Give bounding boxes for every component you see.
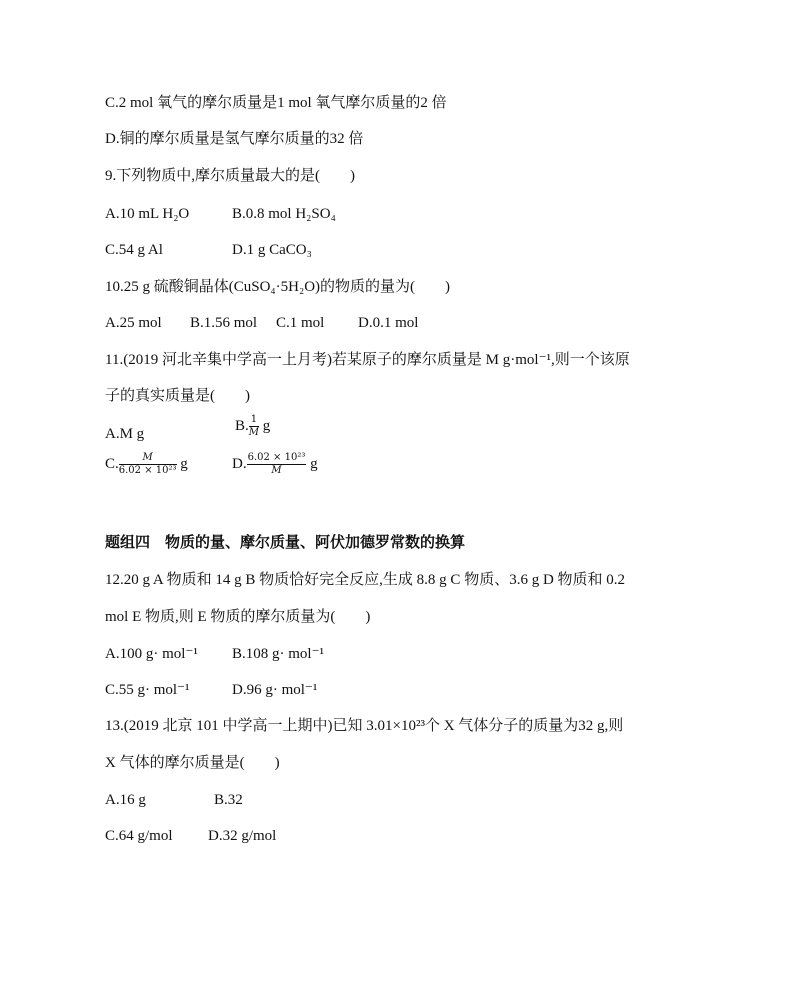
q13-option-a: A.16 g bbox=[105, 792, 146, 808]
q13-option-d: D.32 g/mol bbox=[208, 828, 277, 844]
q11-option-c-unit: g bbox=[180, 455, 188, 472]
section-heading: 题组四 物质的量、摩尔质量、阿伏加德罗常数的换算 bbox=[105, 535, 466, 551]
q11-option-a: A.M g bbox=[105, 426, 145, 442]
fraction-denominator: 6.02 × 10²³ bbox=[118, 465, 177, 476]
q11-option-b-unit: g bbox=[262, 417, 271, 434]
q10-stem: 10.25 g 硫酸铜晶体(CuSO₄·5H₂O)的物质的量为( ) bbox=[105, 279, 451, 295]
q9-option-d: D.1 g CaCO₃ bbox=[232, 242, 312, 258]
q10-option-a: A.25 mol bbox=[105, 315, 162, 331]
q12-stem-line1: 12.20 g A 物质和 14 g B 物质恰好完全反应,生成 8.8 g C 物质、3.6 g D 物质和 0.2 bbox=[105, 572, 626, 588]
q12-option-c: C.55 g· mol⁻¹ bbox=[105, 682, 190, 698]
q13-stem-line1: 13.(2019 北京 101 中学高一上期中)已知 3.01×10²³个 X 气体分子的质量为32 g,则 bbox=[105, 718, 624, 734]
q11-option-b bbox=[235, 414, 270, 439]
q11-stem-line1: 11.(2019 河北辛集中学高一上月考)若某原子的摩尔质量是 M g·mol⁻¹,则一个该原 bbox=[105, 352, 630, 368]
q12-stem-line2: mol E 物质,则 E 物质的摩尔质量为( ) bbox=[105, 609, 371, 625]
q9-option-c: C.54 g Al bbox=[105, 242, 163, 258]
q9-stem: 9.下列物质中,摩尔质量最大的是( ) bbox=[105, 168, 355, 184]
q8-option-d: D.铜的摩尔质量是氢气摩尔质量的32 倍 bbox=[105, 131, 364, 147]
q12-option-b: B.108 g· mol⁻¹ bbox=[232, 646, 324, 662]
fraction-denominator: M bbox=[271, 465, 282, 476]
q11-option-c-prefix: C. bbox=[105, 455, 119, 472]
q11-option-b-prefix: B. bbox=[235, 417, 249, 434]
fraction-numerator: 1 bbox=[250, 414, 258, 425]
q9-option-b: B.0.8 mol H₂SO₄ bbox=[232, 206, 336, 222]
q11-option-c bbox=[105, 452, 188, 477]
fraction-denominator: M bbox=[248, 427, 260, 438]
q11-stem-line2: 子的真实质量是( ) bbox=[105, 388, 250, 404]
q13-stem-line2: X 气体的摩尔质量是( ) bbox=[105, 755, 280, 771]
q11-option-d-prefix: D. bbox=[232, 455, 247, 472]
fraction-numerator: 6.02 × 10²³ bbox=[247, 452, 306, 463]
q12-option-a: A.100 g· mol⁻¹ bbox=[105, 646, 198, 662]
q13-option-c: C.64 g/mol bbox=[105, 828, 173, 844]
q10-option-b: B.1.56 mol bbox=[190, 315, 258, 331]
q11-option-d bbox=[232, 452, 318, 477]
q11-option-d-fraction bbox=[247, 452, 307, 477]
fraction-numerator: M bbox=[119, 452, 177, 465]
q9-option-a: A.10 mL H₂O bbox=[105, 206, 190, 222]
q8-option-c: C.2 mol 氧气的摩尔质量是1 mol 氧气摩尔质量的2 倍 bbox=[105, 95, 447, 111]
q11-option-d-unit: g bbox=[310, 455, 318, 472]
q11-option-b-fraction bbox=[249, 414, 259, 439]
q12-option-d: D.96 g· mol⁻¹ bbox=[232, 682, 318, 698]
q11-option-c-fraction bbox=[119, 452, 177, 477]
q13-option-b: B.32 bbox=[214, 792, 243, 808]
q10-option-c: C.1 mol bbox=[276, 315, 325, 331]
q10-option-d: D.0.1 mol bbox=[358, 315, 419, 331]
